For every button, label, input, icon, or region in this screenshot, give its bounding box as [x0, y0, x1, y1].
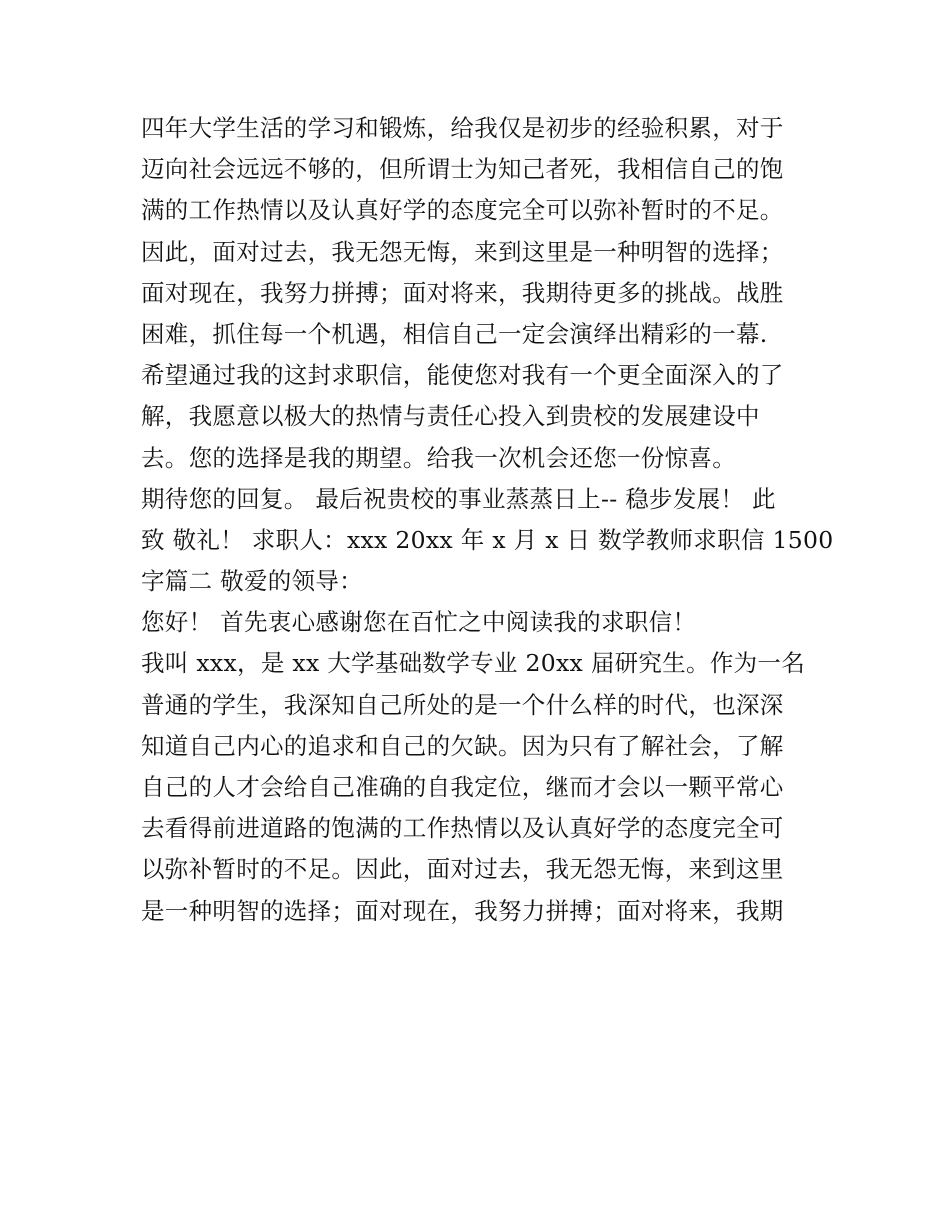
text-line: 因此，面对过去，我无怨无悔，来到这里是一种明智的选择；: [141, 237, 784, 266]
text-line: 知道自己内心的追求和自己的欠缺。因为只有了解社会，了解: [141, 731, 784, 760]
text-line: 困难，抓住每一个机遇，相信自己一定会演绎出精彩的一幕.: [141, 319, 768, 348]
text-line: 面对现在，我努力拼搏；面对将来，我期待更多的挑战。战胜: [141, 278, 784, 307]
text-line: 期待您的回复。 最后祝贵校的事业蒸蒸日上-- 稳步发展！ 此: [141, 484, 776, 513]
text-line: 我叫 xxx，是 xx 大学基础数学专业 20xx 届研究生。作为一名: [141, 649, 806, 678]
text-line: 四年大学生活的学习和锻炼，给我仅是初步的经验积累，对于: [141, 114, 784, 142]
text-line: 迈向社会远远不够的，但所谓士为知己者死，我相信自己的饱: [141, 155, 784, 184]
text-line: 您好！ 首先衷心感谢您在百忙之中阅读我的求职信！: [141, 608, 697, 637]
text-line: 致 敬礼！ 求职人：xxx 20xx 年 x 月 x 日 数学教师求职信 1500: [141, 525, 834, 554]
text-line: 解，我愿意以极大的热情与责任心投入到贵校的发展建设中: [141, 402, 760, 431]
letter-body: [141, 108, 834, 932]
text-line: 满的工作热情以及认真好学的态度完全可以弥补暂时的不足。: [141, 196, 784, 225]
text-line: 普通的学生，我深知自己所处的是一个什么样的时代，也深深: [141, 690, 784, 719]
text-line: 字篇二 敬爱的领导：: [141, 567, 363, 596]
text-line: 希望通过我的这封求职信，能使您对我有一个更全面深入的了: [141, 361, 784, 390]
text-line: 是一种明智的选择；面对现在，我努力拼搏；面对将来，我期: [141, 896, 784, 925]
text-line: 去看得前进道路的饱满的工作热情以及认真好学的态度完全可: [141, 814, 784, 843]
text-line: 去。您的选择是我的期望。给我一次机会还您一份惊喜。: [141, 443, 736, 472]
text-line: 自己的人才会给自己准确的自我定位，继而才会以一颗平常心: [141, 773, 784, 801]
text-line: 以弥补暂时的不足。因此，面对过去，我无怨无悔，来到这里: [141, 855, 784, 884]
